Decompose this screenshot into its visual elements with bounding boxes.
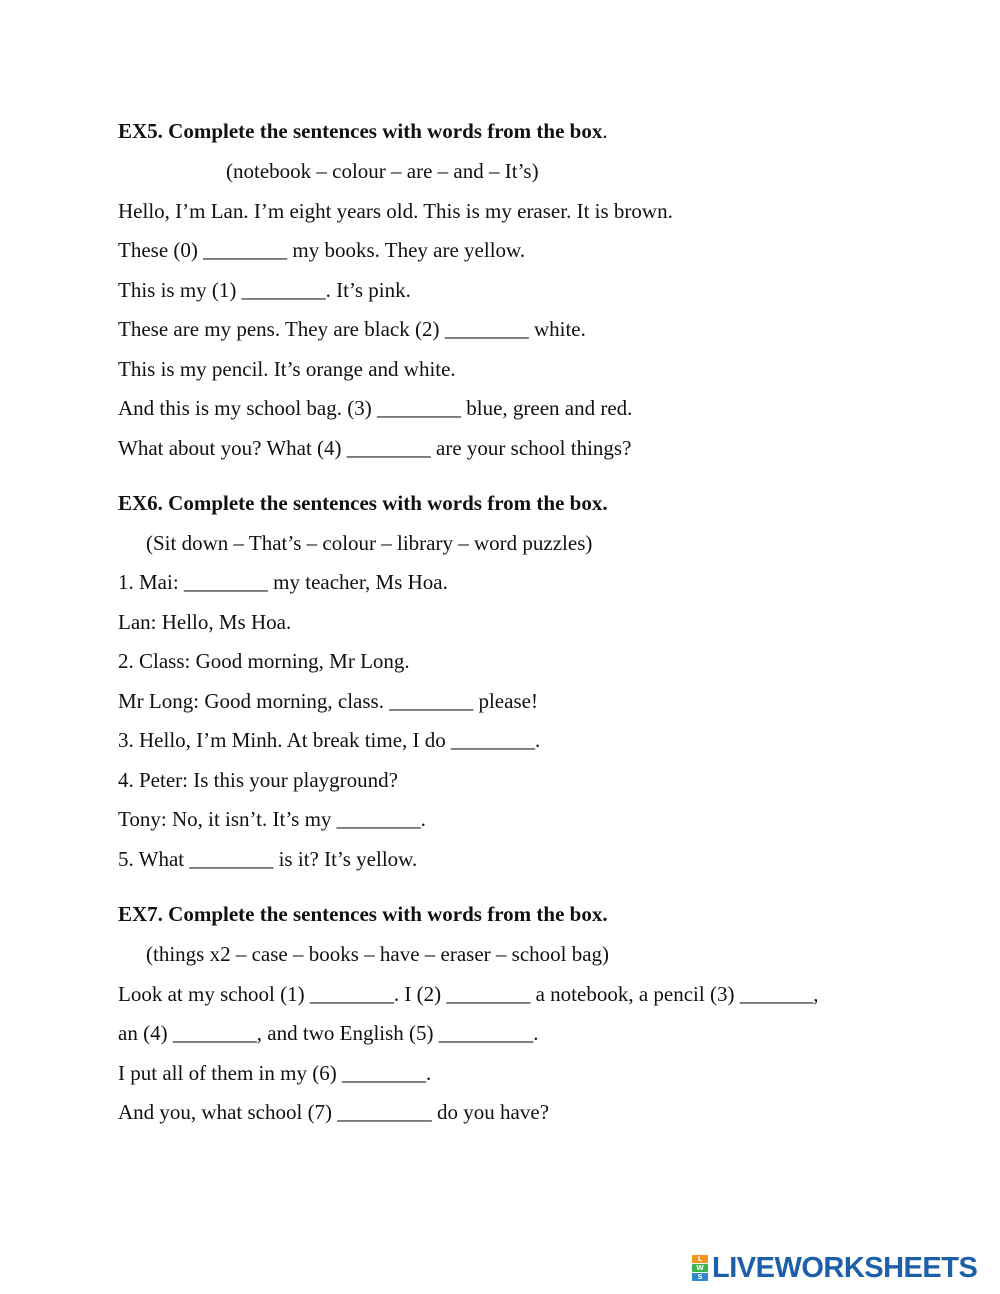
- ex6-word-box: (Sit down – That’s – colour – library – word puzzles): [146, 531, 593, 555]
- ex7-line: an (4) ________, and two English (5) _________.: [118, 1021, 539, 1045]
- liveworksheets-mark-icon: L W S: [692, 1255, 708, 1281]
- ex6-line: 4. Peter: Is this your playground?: [118, 768, 398, 792]
- ex5-line: These are my pens. They are black (2) ________ white.: [118, 317, 586, 341]
- ex6-line: Lan: Hello, Ms Hoa.: [118, 610, 292, 634]
- ex5-line: Hello, I’m Lan. I’m eight years old. This is my eraser. It is brown.: [118, 199, 673, 223]
- ex6-line: 2. Class: Good morning, Mr Long.: [118, 649, 410, 673]
- ex6-line: Tony: No, it isn’t. It’s my ________.: [118, 807, 426, 831]
- ex7-line: Look at my school (1) ________. I (2) ________ a notebook, a pencil (3) _______,: [118, 982, 819, 1006]
- liveworksheets-logo: [692, 1252, 977, 1284]
- ex6-line: Mr Long: Good morning, class. ________ please!: [118, 689, 538, 713]
- ex7-line: And you, what school (7) _________ do you have?: [118, 1100, 550, 1124]
- ex5-line: These (0) ________ my books. They are yellow.: [118, 238, 526, 262]
- ex7-line: I put all of them in my (6) ________.: [118, 1061, 432, 1085]
- ex5-word-box: (notebook – colour – are – and – It’s): [226, 159, 539, 183]
- ex5-heading: EX5. Complete the sentences with words from the box.: [118, 119, 608, 143]
- ex6-heading: EX6. Complete the sentences with words from the box.: [118, 491, 608, 515]
- ex7-word-box: (things x2 – case – books – have – eraser – school bag): [146, 942, 610, 966]
- ex6-line: 1. Mai: ________ my teacher, Ms Hoa.: [118, 570, 448, 594]
- ex6-line: 3. Hello, I’m Minh. At break time, I do ________.: [118, 728, 541, 752]
- ex6-line: 5. What ________ is it? It’s yellow.: [118, 847, 418, 871]
- logo-text: LIVEWORKSHEETS: [712, 1251, 978, 1284]
- ex7-heading: EX7. Complete the sentences with words from the box.: [118, 902, 608, 926]
- ex5-line: This is my pencil. It’s orange and white.: [118, 357, 456, 381]
- ex5-line: What about you? What (4) ________ are your school things?: [118, 436, 632, 460]
- ex5-line: And this is my school bag. (3) ________ blue, green and red.: [118, 396, 633, 420]
- ex5-line: This is my (1) ________. It’s pink.: [118, 278, 411, 302]
